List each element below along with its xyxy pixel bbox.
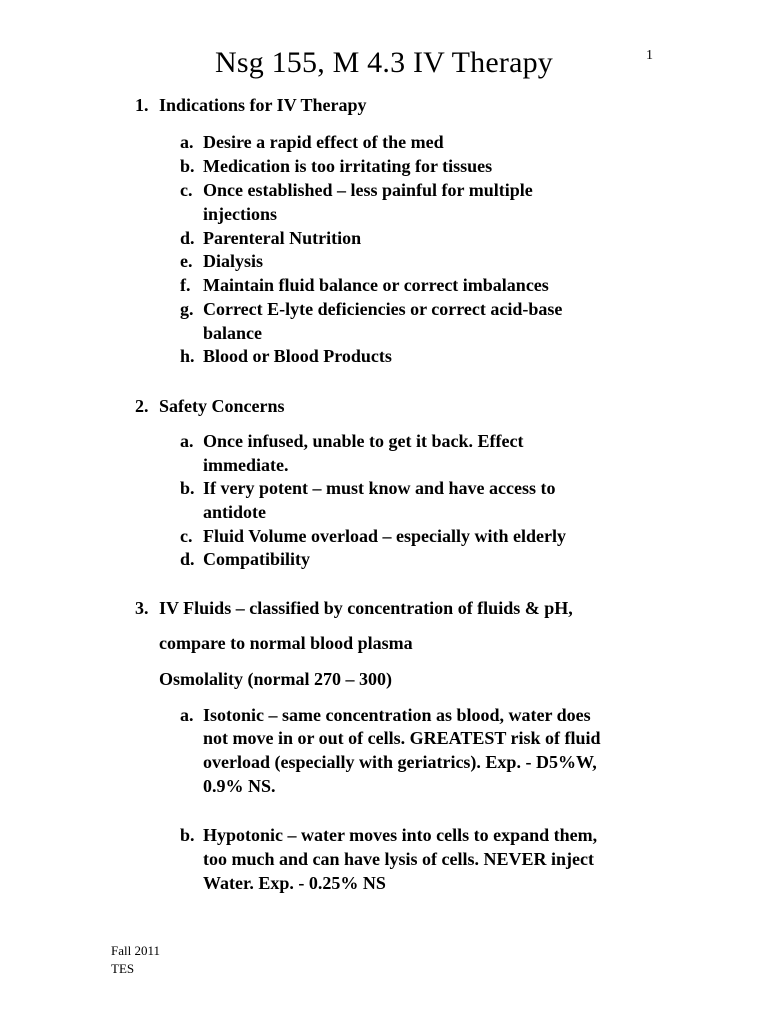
footer-term: Fall 2011 xyxy=(111,943,160,958)
list-item-text: Desire a rapid effect of the med xyxy=(203,132,444,152)
section-heading: Safety Concerns xyxy=(159,396,285,416)
page-number: 1 xyxy=(646,48,653,63)
list-item-marker: c. xyxy=(180,526,193,546)
list-item-marker: b. xyxy=(180,156,195,176)
list-item-text: Once infused, unable to get it back. Effect xyxy=(203,431,524,451)
list-item-marker: d. xyxy=(180,549,195,569)
list-item-text: Compatibility xyxy=(203,549,311,569)
list-item-marker: b. xyxy=(180,825,195,845)
section-heading: IV Fluids – classified by concentration of fluids & pH, xyxy=(159,598,573,618)
list-item-marker: a. xyxy=(180,705,194,725)
list-item-text: not move in or out of cells. GREATEST risk of fluid xyxy=(203,728,601,748)
list-item-marker: g. xyxy=(180,299,194,319)
list-item-text: Water. Exp. - 0.25% NS xyxy=(203,873,386,893)
list-item-marker: c. xyxy=(180,180,193,200)
list-item-text: Hypotonic – water moves into cells to expand them, xyxy=(203,825,598,845)
footer-initials: TES xyxy=(111,961,135,976)
list-item-text: Isotonic – same concentration as blood, water does xyxy=(203,705,591,725)
list-item-text: balance xyxy=(203,323,263,343)
list-item-marker: b. xyxy=(180,478,195,498)
list-item-text: Dialysis xyxy=(203,251,264,271)
list-item-text: Maintain fluid balance or correct imbalances xyxy=(203,275,549,295)
section-marker: 2. xyxy=(135,396,149,416)
list-item-marker: e. xyxy=(180,251,193,271)
list-item-text: immediate. xyxy=(203,455,289,475)
list-item-text: Medication is too irritating for tissues xyxy=(203,156,493,176)
list-item-text: If very potent – must know and have access to xyxy=(203,478,556,498)
list-item-text: 0.9% NS. xyxy=(203,776,276,796)
page-title: Nsg 155, M 4.3 IV Therapy xyxy=(214,46,554,79)
section-heading: Indications for IV Therapy xyxy=(159,95,367,115)
section-heading-continuation: compare to normal blood plasma xyxy=(159,633,413,653)
list-item-text: Blood or Blood Products xyxy=(203,346,392,366)
list-item-text: too much and can have lysis of cells. NEVER inject xyxy=(203,849,594,869)
list-item-text: overload (especially with geriatrics). Exp. - D5%W, xyxy=(203,752,597,772)
list-item-text: Correct E-lyte deficiencies or correct acid-base xyxy=(203,299,563,319)
list-item-marker: d. xyxy=(180,228,195,248)
list-item-text: injections xyxy=(203,204,277,224)
list-item-marker: h. xyxy=(180,346,195,366)
list-item-text: Once established – less painful for multiple xyxy=(203,180,533,200)
section-marker: 1. xyxy=(135,95,149,115)
list-item-marker: f. xyxy=(180,275,191,295)
list-item-text: Fluid Volume overload – especially with elderly xyxy=(203,526,566,546)
list-item-marker: a. xyxy=(180,132,194,152)
list-item-marker: a. xyxy=(180,431,194,451)
section-marker: 3. xyxy=(135,598,149,618)
osmolality-subheading: Osmolality (normal 270 – 300) xyxy=(159,669,392,689)
list-item-text: Parenteral Nutrition xyxy=(203,228,362,248)
list-item-text: antidote xyxy=(203,502,266,522)
